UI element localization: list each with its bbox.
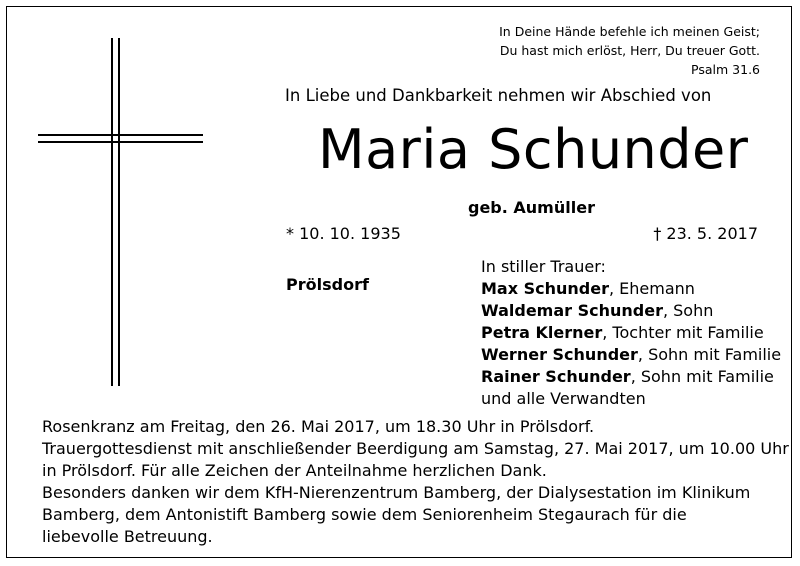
- mourner-name: Petra Klerner: [481, 323, 603, 342]
- mourner-name: Waldemar Schunder: [481, 301, 663, 320]
- mourner-entry: [481, 278, 781, 300]
- notice-line: Besonders danken wir dem KfH-Nierenzentrum Bamberg, der Dialysestation im Klinikum: [42, 483, 751, 502]
- mourner-entry: [481, 366, 781, 388]
- notice-line: Rosenkranz am Freitag, den 26. Mai 2017, um 18.30 Uhr in Prölsdorf.: [42, 417, 595, 436]
- birth-date: * 10. 10. 1935: [286, 224, 401, 243]
- notice-line: Trauergottesdienst mit anschließender Beerdigung am Samstag, 27. Mai 2017, um 10.00 Uhr: [42, 439, 789, 458]
- cross-vertical-line-2: [118, 38, 120, 386]
- psalm-line-1: In Deine Hände befehle ich meinen Geist;: [499, 24, 760, 39]
- notice-line: in Prölsdorf. Für alle Zeichen der Anteilnahme herzlichen Dank.: [42, 461, 547, 480]
- mourner-relation: , Sohn mit Familie: [637, 345, 782, 364]
- deceased-name: Maria Schunder: [318, 118, 749, 181]
- intro-text: In Liebe und Dankbarkeit nehmen wir Abschied von: [285, 86, 712, 105]
- mourner-name: Rainer Schunder: [481, 367, 631, 386]
- mourners-list: [481, 256, 781, 410]
- mourner-entry: [481, 300, 781, 322]
- cross-horizontal-line-1: [38, 134, 203, 136]
- service-notice: [42, 416, 789, 548]
- cross-horizontal-line-2: [38, 141, 203, 143]
- mourner-name: Werner Schunder: [481, 345, 638, 364]
- mourner-entry: [481, 344, 781, 366]
- death-date: † 23. 5. 2017: [653, 224, 758, 243]
- mourner-entry: [481, 322, 781, 344]
- mourners-heading: In stiller Trauer:: [481, 257, 606, 276]
- psalm-quote: [430, 22, 760, 79]
- maiden-name: geb. Aumüller: [468, 198, 595, 217]
- mourner-relation: , Ehemann: [608, 279, 695, 298]
- psalm-line-2: Du hast mich erlöst, Herr, Du treuer Gott.: [499, 43, 760, 58]
- mourner-relation: , Sohn: [662, 301, 714, 320]
- mourner-name: Max Schunder: [481, 279, 609, 298]
- psalm-reference: Psalm 31.6: [691, 62, 760, 77]
- mourner-relation: , Tochter mit Familie: [602, 323, 764, 342]
- notice-line: liebevolle Betreuung.: [42, 527, 213, 546]
- mourner-relation: , Sohn mit Familie: [630, 367, 774, 386]
- mourners-closing: und alle Verwandten: [481, 389, 646, 408]
- hometown: Prölsdorf: [286, 275, 369, 294]
- notice-line: Bamberg, dem Antonistift Bamberg sowie dem Seniorenheim Stegaurach für die: [42, 505, 687, 524]
- cross-vertical-line-1: [111, 38, 113, 386]
